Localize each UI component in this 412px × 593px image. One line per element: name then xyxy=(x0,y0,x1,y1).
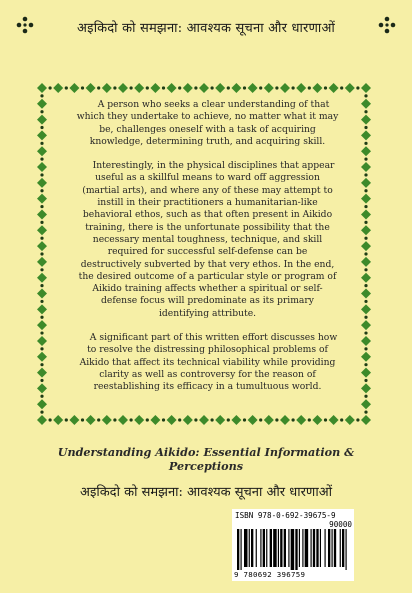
barcode-digits: 9 780692 396759 xyxy=(234,570,306,579)
blurb-text xyxy=(76,99,339,406)
flower-ornament-icon xyxy=(378,16,396,34)
hindi-title: अइकिदो को समझना: आवश्यक सूचना और धारणाओं xyxy=(80,485,332,500)
barcode-bars-icon xyxy=(236,529,350,570)
isbn-barcode xyxy=(232,509,354,581)
flower-ornament-icon xyxy=(16,16,34,34)
header-title: अइकिदो को समझना: आवश्यक सूचना और धारणाओं xyxy=(77,21,335,36)
isbn-number: ISBN 978-0-692-39675-9 xyxy=(235,511,336,520)
blurb-paragraph: A significant part of this written effort discusses how to resolve the distressing philosophical problems of Aikido that affect its technical viability while providing clarity as well as controversy for the reason of reestablishing its efficacy in a tumultuous world. xyxy=(79,332,338,393)
price-code: 90000 xyxy=(329,520,352,529)
blurb-paragraph: A person who seeks a clear understanding of that which they undertake to achieve, no matter what it may be, challenges oneself with a task of acquiring knowledge, determining truth, and acquiring skill. xyxy=(76,99,339,147)
english-title: Understanding Aikido: Essential Information & Perceptions xyxy=(57,445,355,473)
blurb-paragraph: Interestingly, in the physical disciplines that appear useful as a skillful means to ward off aggression (martial arts), and where any of these may attempt to instill in their practitioners a humanitarian-like behavioral ethos, such as that often present in Aikido training, there is the unfortunate possibility that the necessary mental toughness, technique, and skill required for successful self-defense can be destructively subverted by that very ethos. In the end, the desired outcome of a particular style or program of Aikido training affects whether a spiritual or self-defense focus will predominate as its primary identifying attribute. xyxy=(78,160,337,319)
